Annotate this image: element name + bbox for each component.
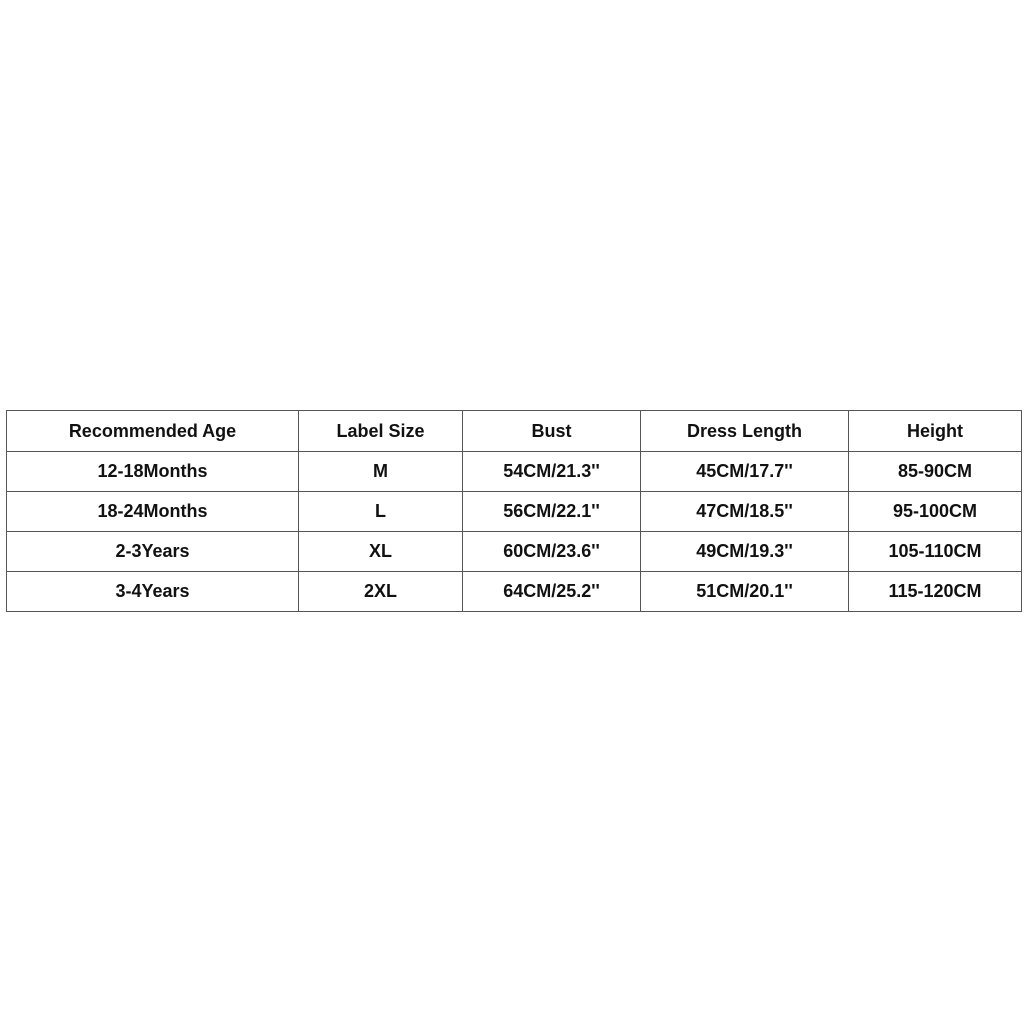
table-row — [7, 532, 1022, 572]
cell-label-size: XL — [299, 532, 463, 572]
column-header-label-size: Label Size — [299, 411, 463, 452]
cell-recommended-age: 3-4Years — [7, 572, 299, 612]
cell-bust: 56CM/22.1'' — [463, 492, 641, 532]
cell-height: 95-100CM — [849, 492, 1022, 532]
cell-height: 85-90CM — [849, 452, 1022, 492]
cell-dress-length: 49CM/19.3'' — [641, 532, 849, 572]
cell-dress-length: 45CM/17.7'' — [641, 452, 849, 492]
cell-dress-length: 51CM/20.1'' — [641, 572, 849, 612]
column-header-recommended-age: Recommended Age — [7, 411, 299, 452]
cell-label-size: L — [299, 492, 463, 532]
cell-bust: 64CM/25.2'' — [463, 572, 641, 612]
size-chart-table — [6, 410, 1022, 612]
cell-recommended-age: 12-18Months — [7, 452, 299, 492]
cell-height: 105-110CM — [849, 532, 1022, 572]
column-header-height: Height — [849, 411, 1022, 452]
cell-recommended-age: 18-24Months — [7, 492, 299, 532]
column-header-dress-length: Dress Length — [641, 411, 849, 452]
table-row — [7, 492, 1022, 532]
cell-bust: 60CM/23.6'' — [463, 532, 641, 572]
column-header-bust: Bust — [463, 411, 641, 452]
cell-recommended-age: 2-3Years — [7, 532, 299, 572]
cell-label-size: M — [299, 452, 463, 492]
cell-label-size: 2XL — [299, 572, 463, 612]
cell-bust: 54CM/21.3'' — [463, 452, 641, 492]
table-row — [7, 452, 1022, 492]
cell-dress-length: 47CM/18.5'' — [641, 492, 849, 532]
table-row — [7, 572, 1022, 612]
cell-height: 115-120CM — [849, 572, 1022, 612]
table-header-row — [7, 411, 1022, 452]
